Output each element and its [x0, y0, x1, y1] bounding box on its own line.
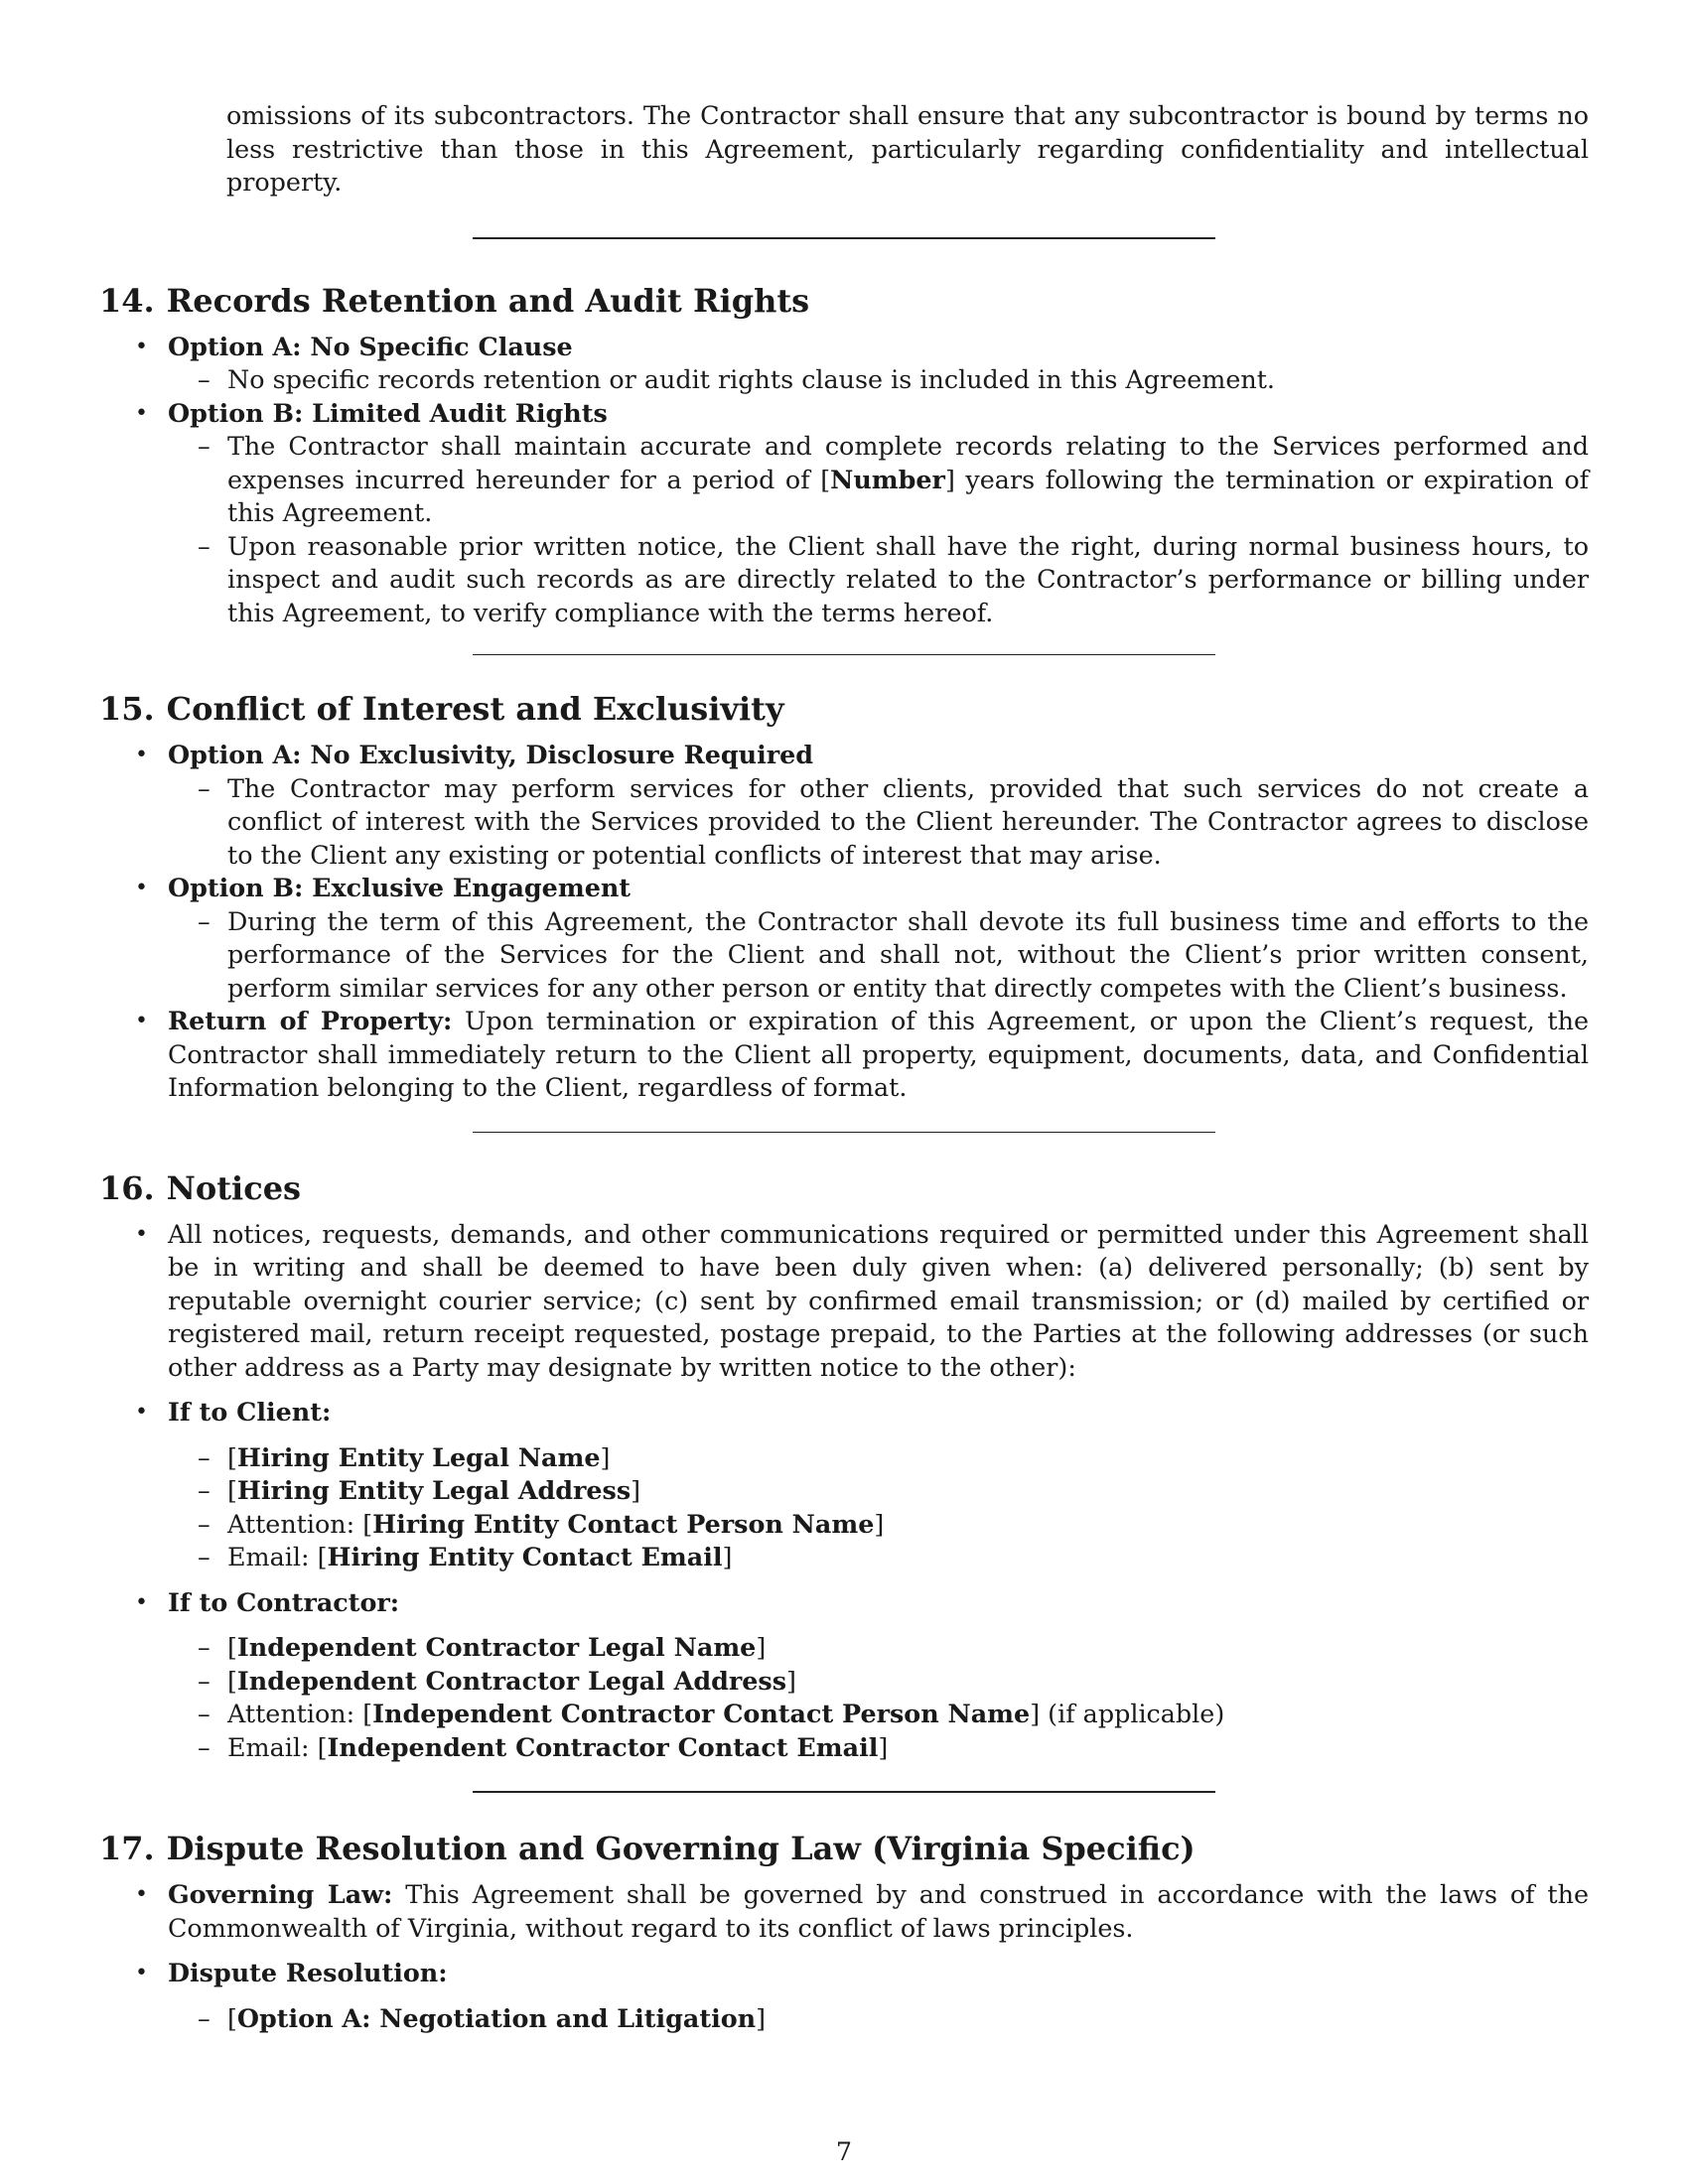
document-page — [99, 99, 1589, 2035]
list-item: – [Option A: Negotiation and Litigation] — [168, 2002, 1589, 2036]
section-17-list — [99, 1878, 1589, 2035]
list-item: • If to Client: – [Hiring Entity Legal Name] – [Hiring Entity Legal Address] – Attention: [Hiring Entity Contact Person Name] – Email: [Hiring Entity Contact Email] — [99, 1396, 1589, 1574]
section-15-list — [99, 739, 1589, 1105]
list-item: • Option B: Limited Audit Rights – The Contractor shall maintain accurate and complete records relating to the Services performed and expenses incurred hereunder for a period of [Number] years following the termination or expiration of this Agreement. – Upon reasonable prior written notice, the Client shall have the right, during normal business hours, to inspect and audit such records as are directly related to the Contractor’s performance or billing under this Agreement, to verify compliance with the terms hereof. — [99, 397, 1589, 630]
list-item: – The Contractor may perform services for other clients, provided that such services do not create a conflict of interest with the Services provided to the Client hereunder. The Contractor agrees to disclose to the Client any existing or potential conflicts of interest that may arise. — [168, 772, 1589, 873]
list-item: – [Hiring Entity Legal Address] — [168, 1474, 1589, 1508]
list-item: – Email: [Hiring Entity Contact Email] — [168, 1541, 1589, 1574]
list-item: – Email: [Independent Contractor Contact Email] — [168, 1731, 1589, 1765]
list-item: – [Independent Contractor Legal Address] — [168, 1665, 1589, 1699]
list-item: • Dispute Resolution: – [Option A: Negotiation and Litigation] — [99, 1957, 1589, 2035]
list-item: – Attention: [Independent Contractor Contact Person Name] (if applicable) — [168, 1698, 1589, 1731]
list-item: • Governing Law: This Agreement shall be governed by and construed in accordance with the laws of the Commonwealth of Virginia, without regard to its conflict of laws principles. — [99, 1878, 1589, 1945]
list-item: • Option B: Exclusive Engagement – During the term of this Agreement, the Contractor shall devote its full business time and efforts to the performance of the Services for the Client and shall not, without the Client’s prior written consent, perform similar services for any other person or entity that directly competes with the Client’s business. — [99, 872, 1589, 1005]
list-item: • Return of Property: Upon termination or expiration of this Agreement, or upon the Client’s request, the Contractor shall immediately return to the Client all property, equipment, documents, data, and Confidential Information belonging to the Client, regardless of format. — [99, 1005, 1589, 1105]
list-item: – During the term of this Agreement, the Contractor shall devote its full business time and efforts to the performance of the Services for the Client and shall not, without the Client’s prior written consent, perform similar services for any other person or entity that directly competes with the Client’s business. — [168, 905, 1589, 1006]
list-item: – Attention: [Hiring Entity Contact Person Name] — [168, 1508, 1589, 1542]
list-item: – [Hiring Entity Legal Name] — [168, 1441, 1589, 1475]
list-item: • Option A: No Exclusivity, Disclosure Required – The Contractor may perform services for other clients, provided that such services do not create a conflict of interest with the Services provided to the Client hereunder. The Contractor agrees to disclose to the Client any existing or potential conflicts of interest that may arise. — [99, 739, 1589, 872]
section-14-list — [99, 331, 1589, 630]
list-item: – Upon reasonable prior written notice, the Client shall have the right, during normal business hours, to inspect and audit such records as are directly related to the Contractor’s performance or billing under this Agreement, to verify compliance with the terms hereof. — [168, 530, 1589, 630]
list-item: – [Independent Contractor Legal Name] — [168, 1631, 1589, 1665]
list-item: – No specific records retention or audit rights clause is included in this Agreement. — [168, 363, 1589, 397]
list-item: • All notices, requests, demands, and other communications required or permitted under this Agreement shall be in writing and shall be deemed to have been duly given when: (a) delivered personally; (b) sent by reputable overnight courier service; (c) sent by confirmed email transmission; or (d) mailed by certified or registered mail, return receipt requested, postage prepaid, to the Parties at the following addresses (or such other address as a Party may designate by written notice to the other): — [99, 1218, 1589, 1385]
section-16-heading: 16. Notices — [99, 1168, 302, 1207]
section-14-heading: 14. Records Retention and Audit Rights — [99, 281, 810, 320]
continuation-paragraph: omissions of its subcontractors. The Contractor shall ensure that any subcontractor is bound by terms no less restrictive than those in this Agreement, particularly regarding confidentiality and intellectual property. — [226, 100, 1589, 197]
section-16-list — [99, 1218, 1589, 1765]
list-item: – The Contractor shall maintain accurate and complete records relating to the Services performed and expenses incurred hereunder for a period of [Number] years following the termination or expiration of this Agreement. — [168, 430, 1589, 530]
section-15-heading: 15. Conflict of Interest and Exclusivity — [99, 690, 784, 728]
list-item: • Option A: No Specific Clause – No specific records retention or audit rights clause is included in this Agreement. — [99, 331, 1589, 397]
section-17-heading: 17. Dispute Resolution and Governing Law (Virginia Specific) — [99, 1830, 1196, 1867]
page-number: 7 — [835, 2136, 853, 2166]
list-item: • If to Contractor: – [Independent Contractor Legal Name] – [Independent Contractor Legal Address] – Attention: [Independent Contractor Contact Person Name] (if applicable) – Email: [Independent Contractor Contact Email] — [99, 1586, 1589, 1765]
